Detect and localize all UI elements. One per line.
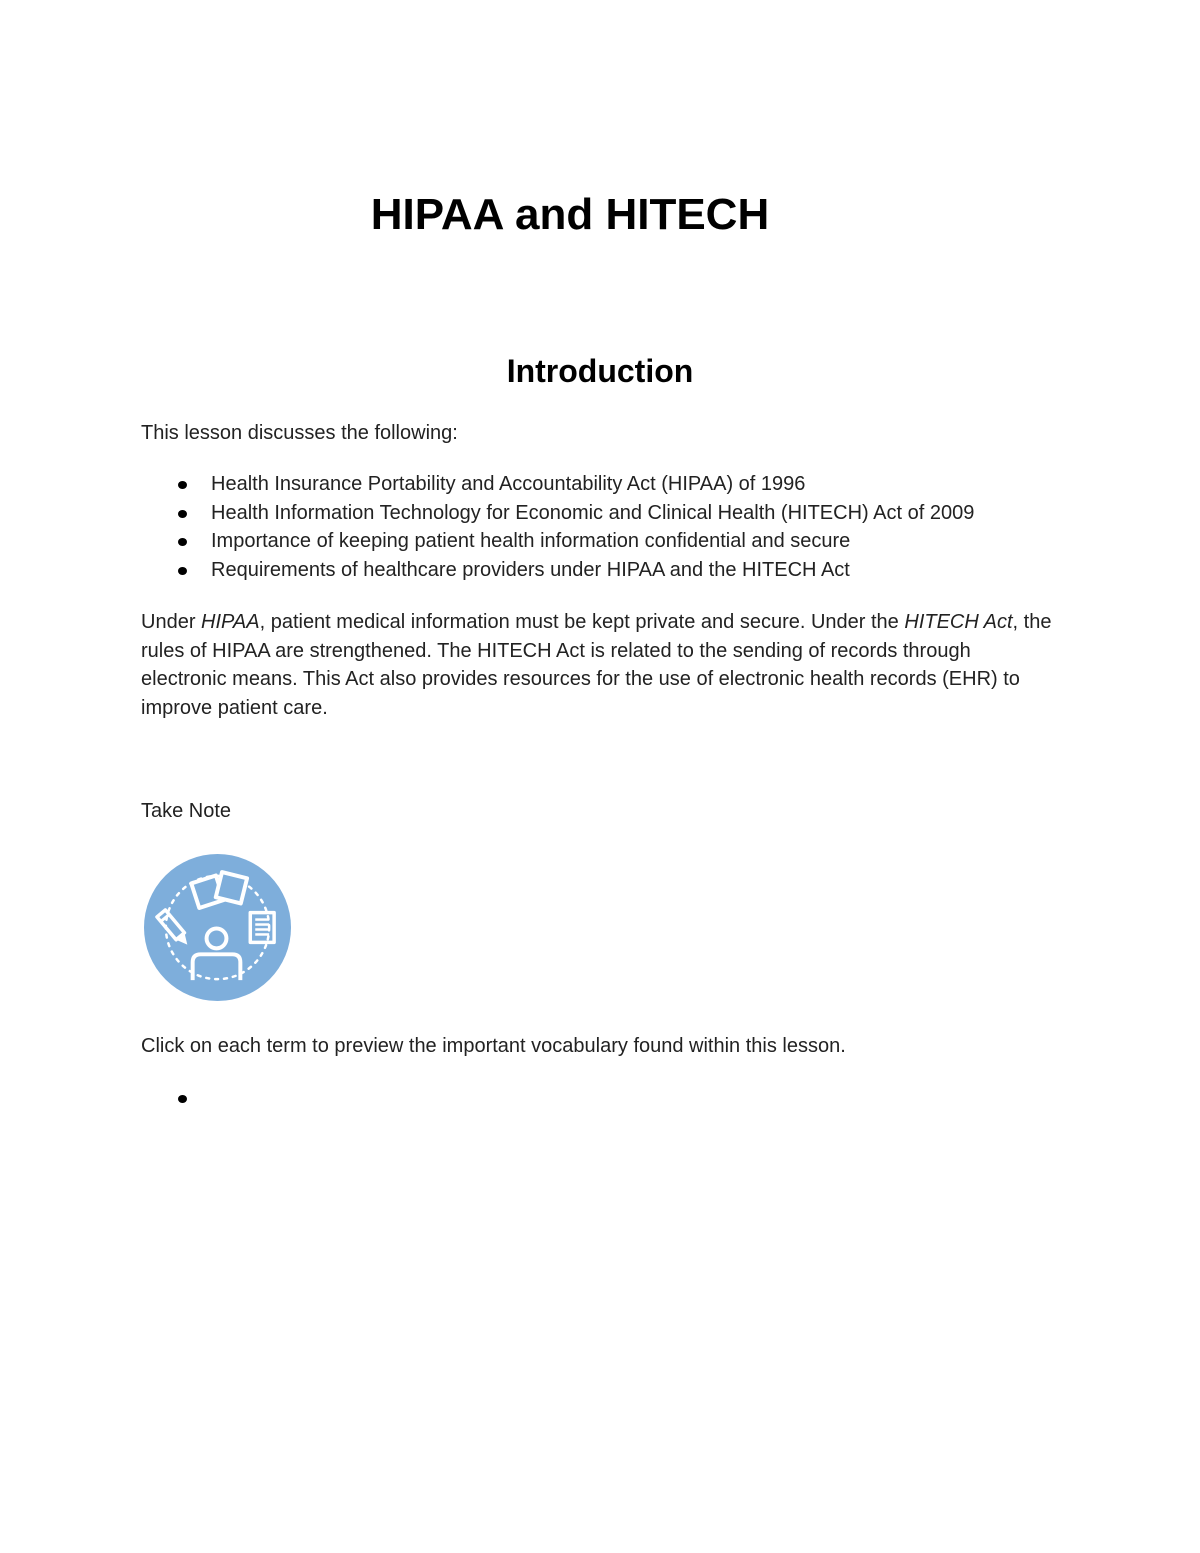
topic-text: Requirements of healthcare providers under HIPAA and the HITECH Act xyxy=(211,558,850,581)
topic-text: Importance of keeping patient health information confidential and secure xyxy=(211,530,851,552)
list-item xyxy=(141,470,1081,499)
vocab-list xyxy=(141,1084,541,1113)
hitech-term: HITECH Act xyxy=(904,611,1013,633)
document-title: HIPAA and HITECH xyxy=(370,190,770,239)
topic-text: Health Insurance Portability and Accountability Act (HIPAA) of 1996 xyxy=(211,473,806,495)
bullet-icon xyxy=(178,510,187,518)
topics-list xyxy=(141,470,1081,584)
bullet-icon xyxy=(178,1095,187,1103)
take-note-label: Take Note xyxy=(141,800,232,822)
hipaa-term: HIPAA xyxy=(201,611,260,633)
take-note-icon xyxy=(143,853,292,1002)
section-heading: Introduction xyxy=(506,353,694,389)
body-paragraph xyxy=(141,608,1061,722)
bullet-icon xyxy=(178,567,187,575)
bullet-icon xyxy=(178,538,187,546)
topic-text: Health Information Technology for Economic and Clinical Health (HITECH) Act of 2009 xyxy=(211,501,975,524)
list-item xyxy=(141,527,1081,556)
paragraph-text: Under xyxy=(141,611,202,633)
bullet-icon xyxy=(178,481,187,489)
paragraph-text: , patient medical information must be kept private and secure. Under the xyxy=(259,611,905,633)
intro-line: This lesson discusses the following: xyxy=(141,422,458,444)
list-item xyxy=(141,556,1081,585)
paragraph-text: , the rules of HIPAA are strengthened. The HITECH Act is related to the sending of records through electronic means. This Act also provides resources for the use of electronic health records (EHR) to improve patient care. xyxy=(141,611,1052,719)
vocab-instruction: Click on each term to preview the important vocabulary found within this lesson. xyxy=(141,1035,846,1057)
list-item[interactable] xyxy=(141,1084,541,1113)
list-item xyxy=(141,499,1081,528)
